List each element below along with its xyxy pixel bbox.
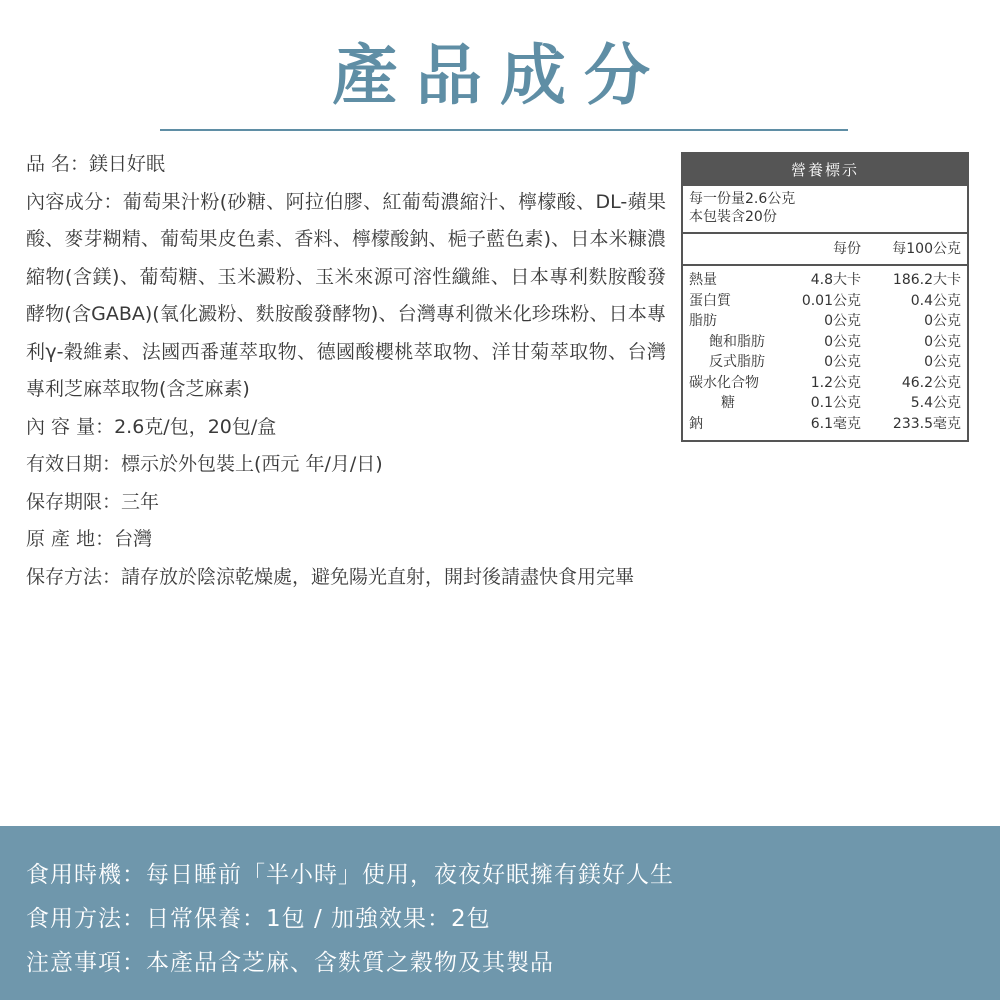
title-divider <box>160 129 848 131</box>
usage-timing: 食用時機：每日睡前「半小時」使用，夜夜好眠擁有鎂好人生 <box>26 862 674 888</box>
nutrition-column-headers <box>683 234 967 266</box>
nutrient-per-100g: 0.4公克 <box>910 292 961 309</box>
nutrient-per-serving: 0公克 <box>824 313 861 329</box>
nutrient-per-100g: 0公克 <box>924 313 961 329</box>
nutrient-per-serving: 0.1公克 <box>810 395 861 411</box>
nutrition-row <box>689 373 961 394</box>
ingredients-text: 內容成分：葡萄果汁粉(砂糖、阿拉伯膠、紅葡萄濃縮汁、檸檬酸、DL-蘋果酸、麥芽糊精、葡萄果皮色素、香料、檸檬酸鈉、梔子藍色素)、日本米糠濃縮物(含鎂)、葡萄糖、玉米澱粉、玉米來源可溶性纖維、日本專利麩胺酸發酵物(含GABA)(氧化澱粉、麩胺酸發酵物)、台灣專利微米化珍珠粉、日本專利γ-穀維素、法國西番蓮萃取物、德國酸櫻桃萃取物、洋甘菊萃取物、台灣專利芝麻萃取物(含芝麻素) <box>26 190 666 400</box>
column-per-serving: 每份 <box>833 241 861 257</box>
nutrition-row <box>689 332 961 353</box>
nutrient-name: 脂肪 <box>689 313 717 329</box>
nutrient-per-serving: 0公克 <box>824 333 861 350</box>
nutrition-row <box>689 291 961 312</box>
nutrition-table <box>681 152 969 442</box>
nutrient-name: 飽和脂肪 <box>709 333 765 350</box>
nutrient-per-serving: 4.8大卡 <box>810 272 861 288</box>
nutrient-per-100g: 0公克 <box>924 333 961 350</box>
nutrient-name: 鈉 <box>689 415 703 432</box>
column-per-100g: 每100公克 <box>892 241 961 257</box>
nutrition-row <box>689 414 961 435</box>
usage-footer <box>0 826 1000 1000</box>
nutrient-per-100g: 233.5毫克 <box>892 415 961 432</box>
usage-notice: 注意事項：本產品含芝麻、含麩質之穀物及其製品 <box>26 950 554 976</box>
nutrient-per-serving: 0.01公克 <box>801 292 861 309</box>
nutrient-name: 反式脂肪 <box>709 354 765 370</box>
nutrient-per-100g: 0公克 <box>924 354 961 370</box>
serving-info <box>683 186 967 234</box>
usage-method: 食用方法：日常保養：1包 / 加強效果：2包 <box>26 906 491 932</box>
nutrient-per-serving: 1.2公克 <box>810 374 861 391</box>
nutrient-per-100g: 46.2公克 <box>901 374 961 391</box>
shelf-life: 保存期限：三年 <box>26 490 160 513</box>
nutrition-title: 營養標示 <box>683 154 967 186</box>
nutrient-name: 碳水化合物 <box>689 374 759 391</box>
nutrient-name: 熱量 <box>689 272 717 288</box>
product-info <box>26 146 666 596</box>
servings-per-pack: 本包裝含20份 <box>689 209 777 225</box>
serving-size: 每一份量2.6公克 <box>689 191 796 207</box>
nutrition-row <box>689 393 961 414</box>
nutrient-per-100g: 5.4公克 <box>910 395 961 411</box>
page-title: 產品成分 <box>332 36 668 114</box>
nutrient-name: 糖 <box>721 395 735 411</box>
nutrient-per-serving: 6.1毫克 <box>810 415 861 432</box>
product-name: 品 名：鎂日好眠 <box>26 153 166 175</box>
expiry-date: 有效日期：標示於外包裝上(西元 年/月/日) <box>26 453 383 475</box>
nutrition-row <box>689 270 961 291</box>
storage-method: 保存方法：請存放於陰涼乾燥處，避免陽光直射，開封後請盡快食用完畢 <box>26 565 635 588</box>
nutrition-rows <box>683 266 967 440</box>
nutrition-row <box>689 311 961 332</box>
nutrient-per-100g: 186.2大卡 <box>892 272 961 288</box>
net-content: 內 容 量：2.6克/包，20包/盒 <box>26 415 277 438</box>
nutrition-row <box>689 352 961 373</box>
nutrient-per-serving: 0公克 <box>824 354 861 370</box>
nutrient-name: 蛋白質 <box>689 292 731 309</box>
origin: 原 產 地：台灣 <box>26 528 153 550</box>
